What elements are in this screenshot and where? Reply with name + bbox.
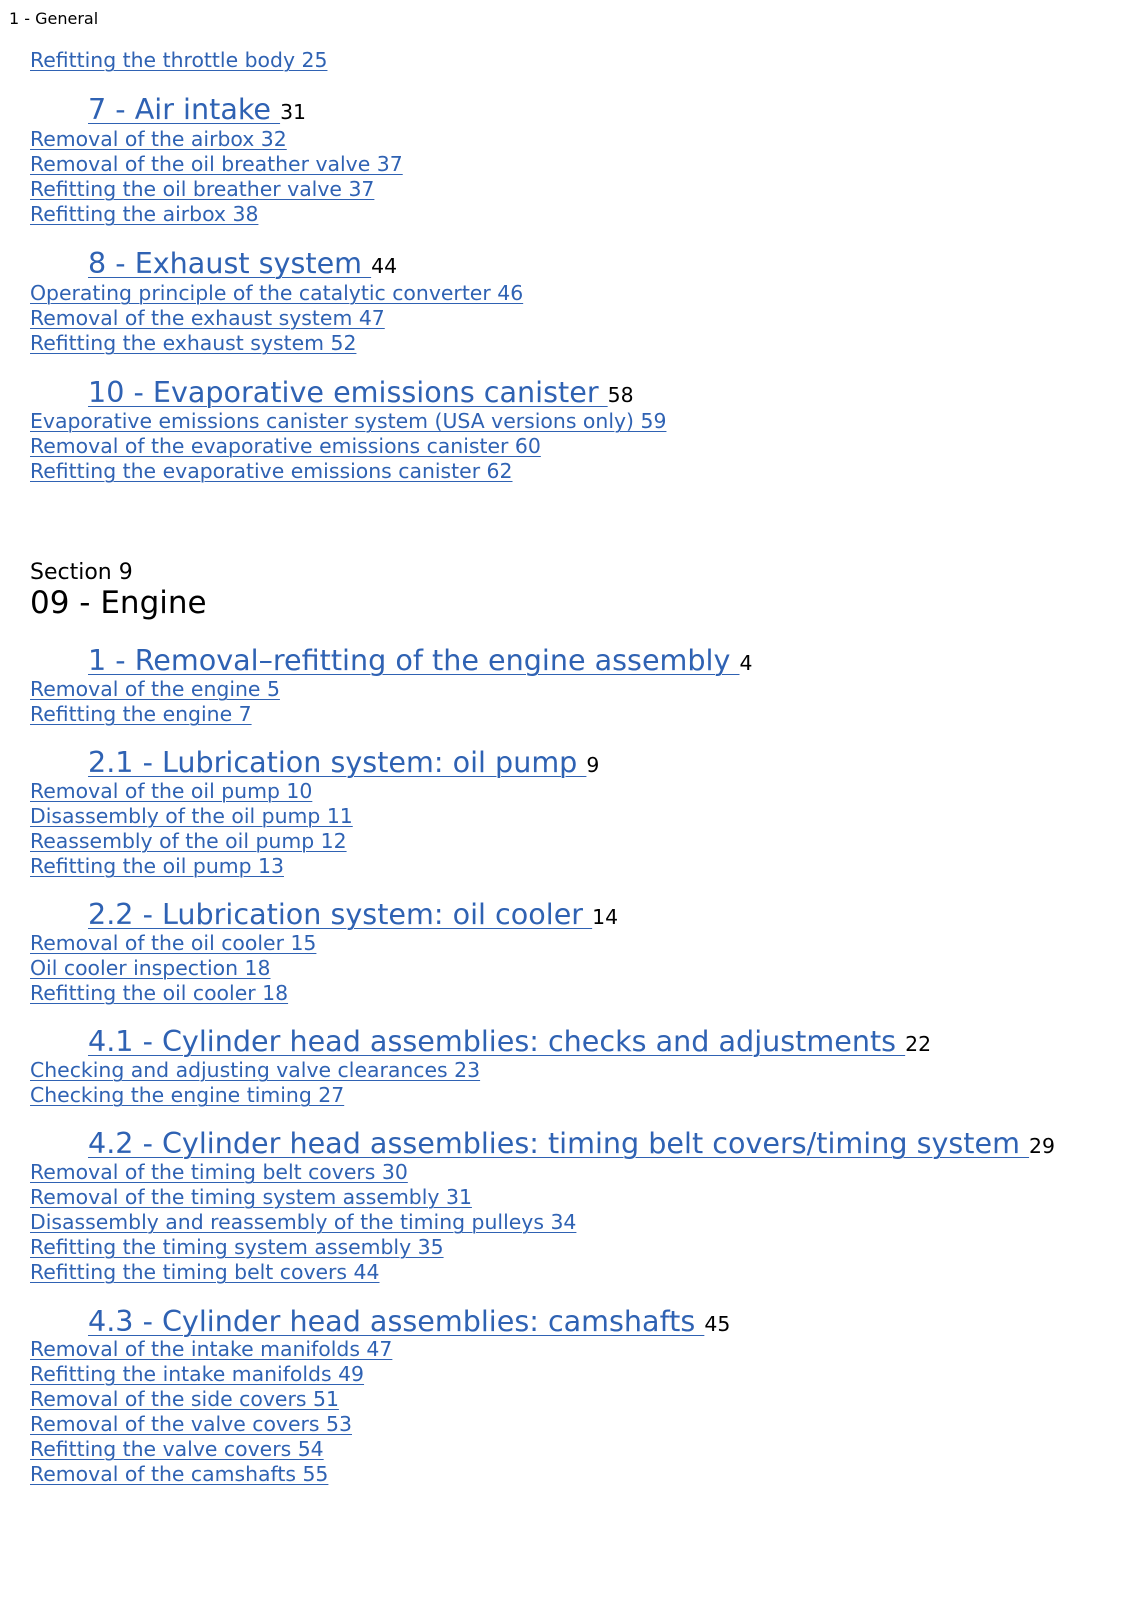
section-title: 09 - Engine <box>30 585 207 621</box>
toc-subentry-link[interactable]: Removal of the valve covers 53 <box>30 1412 352 1436</box>
toc-subentry-link[interactable]: Refitting the evaporative emissions canister 62 <box>30 459 513 483</box>
toc-subentry-link[interactable]: Disassembly and reassembly of the timing pulleys 34 <box>30 1210 577 1234</box>
chapter-title-link[interactable]: 2.1 - Lubrication system: oil pump <box>88 745 587 779</box>
toc-subentry-link[interactable]: Removal of the timing system assembly 31 <box>30 1185 472 1209</box>
chapter-title-link[interactable]: 4.2 - Cylinder head assemblies: timing belt covers/timing system <box>88 1126 1030 1160</box>
chapter-title-link[interactable]: 2.2 - Lubrication system: oil cooler <box>88 897 593 931</box>
section-label: Section 9 <box>30 560 133 585</box>
toc-subentry-link[interactable]: Reassembly of the oil pump 12 <box>30 829 347 853</box>
toc-subentry-link[interactable]: Removal of the exhaust system 47 <box>30 306 385 330</box>
chapter-title-link[interactable]: 4.1 - Cylinder head assemblies: checks and adjustments <box>88 1024 906 1058</box>
toc-subentry-link[interactable]: Refitting the intake manifolds 49 <box>30 1362 365 1386</box>
toc-subentry-link[interactable]: Oil cooler inspection 18 <box>30 956 271 980</box>
chapter-page-number: 44 <box>371 254 398 278</box>
chapter-title-link[interactable]: 10 - Evaporative emissions canister <box>88 375 608 409</box>
toc-subentry-link[interactable]: Refitting the timing system assembly 35 <box>30 1235 444 1259</box>
toc-chapter-entry[interactable] <box>88 92 306 131</box>
toc-subentry-link[interactable]: Removal of the oil cooler 15 <box>30 931 317 955</box>
toc-subentry-link[interactable]: Checking the engine timing 27 <box>30 1083 345 1107</box>
chapter-title-link[interactable]: 7 - Air intake <box>88 92 281 126</box>
toc-subentry-link[interactable]: Removal of the oil breather valve 37 <box>30 152 403 176</box>
toc-subentry-link[interactable]: Refitting the oil cooler 18 <box>30 981 289 1005</box>
chapter-page-number: 45 <box>704 1312 731 1336</box>
toc-subentry-link[interactable]: Removal of the timing belt covers 30 <box>30 1160 408 1184</box>
toc-subentry-link[interactable]: Disassembly of the oil pump 11 <box>30 804 353 828</box>
toc-subentry-link[interactable]: Removal of the oil pump 10 <box>30 779 313 803</box>
chapter-page-number: 14 <box>592 905 619 929</box>
toc-subentry-link[interactable]: Refitting the airbox 38 <box>30 202 259 226</box>
toc-subentry-link[interactable]: Refitting the exhaust system 52 <box>30 331 357 355</box>
chapter-title-link[interactable]: 8 - Exhaust system <box>88 246 372 280</box>
toc-subentry-link[interactable]: Refitting the oil pump 13 <box>30 854 284 878</box>
toc-subentry-link[interactable]: Removal of the evaporative emissions canister 60 <box>30 434 541 458</box>
toc-subentry-link[interactable]: Removal of the side covers 51 <box>30 1387 339 1411</box>
chapter-page-number: 58 <box>607 383 634 407</box>
toc-subentry-link[interactable]: Operating principle of the catalytic converter 46 <box>30 281 524 305</box>
toc-subentry-link[interactable]: Checking and adjusting valve clearances 23 <box>30 1058 481 1082</box>
chapter-title-link[interactable]: 4.3 - Cylinder head assemblies: camshafts <box>88 1304 705 1338</box>
chapter-title-link[interactable]: 1 - Removal–refitting of the engine assembly <box>88 643 740 677</box>
toc-subentry-link[interactable]: Refitting the valve covers 54 <box>30 1437 324 1461</box>
page-header: 1 - General <box>9 9 99 28</box>
chapter-page-number: 22 <box>905 1032 932 1056</box>
toc-subentry-link[interactable]: Refitting the oil breather valve 37 <box>30 177 375 201</box>
chapter-page-number: 31 <box>280 100 307 124</box>
toc-subentry-link[interactable]: Removal of the airbox 32 <box>30 127 287 151</box>
toc-subentry-link[interactable]: Removal of the engine 5 <box>30 677 280 701</box>
toc-subentry-link[interactable]: Refitting the throttle body 25 <box>30 48 328 72</box>
chapter-page-number: 9 <box>586 753 600 777</box>
toc-subentry-link[interactable]: Refitting the engine 7 <box>30 702 252 726</box>
toc-subentry-link[interactable]: Refitting the timing belt covers 44 <box>30 1260 380 1284</box>
chapter-page-number: 4 <box>739 651 753 675</box>
toc-chapter-entry[interactable] <box>88 246 397 285</box>
toc-subentry-link[interactable]: Removal of the intake manifolds 47 <box>30 1337 393 1361</box>
toc-subentry-link[interactable]: Removal of the camshafts 55 <box>30 1462 329 1486</box>
toc-subentry-link[interactable]: Evaporative emissions canister system (USA versions only) 59 <box>30 409 667 433</box>
chapter-page-number: 29 <box>1029 1134 1055 1158</box>
